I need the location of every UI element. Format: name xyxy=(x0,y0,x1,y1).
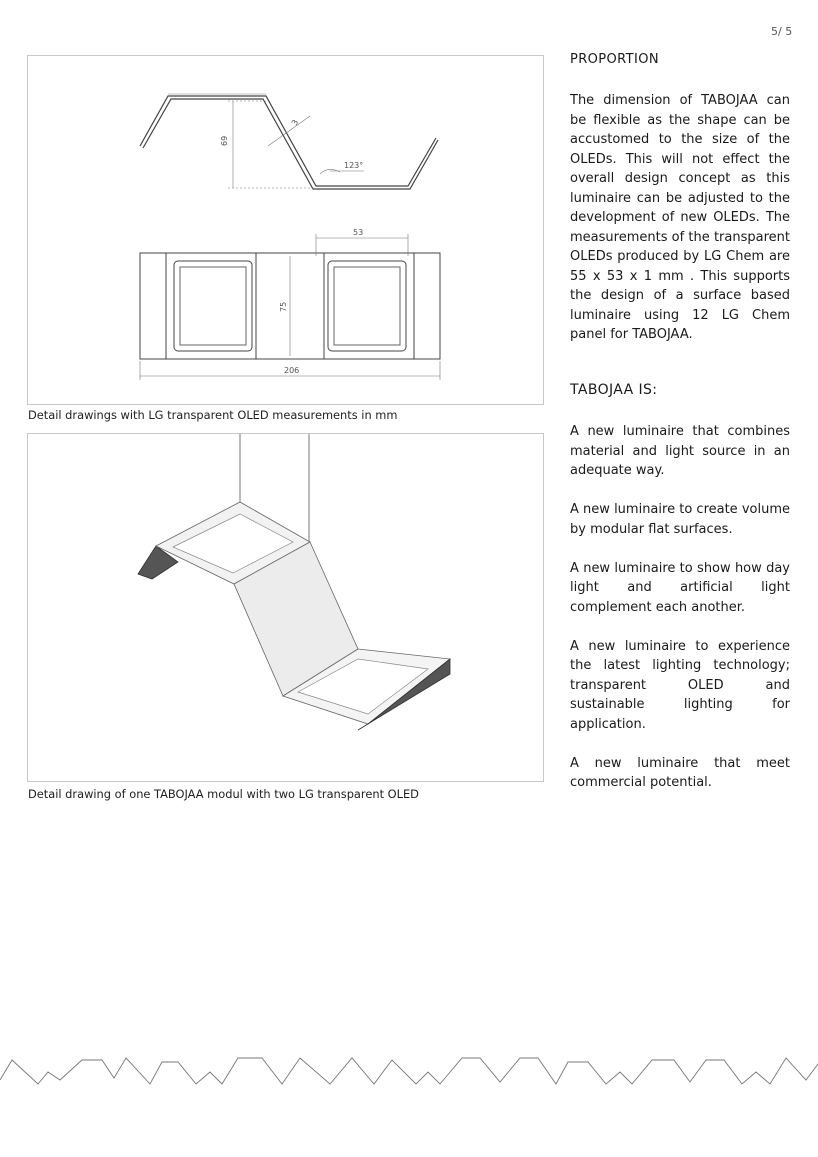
list-item: A new luminaire to experience the latest lighting technology; transparent OLED and sustainable lighting for application. xyxy=(570,638,790,732)
dim-oled-height: 75 xyxy=(279,301,288,312)
proportion-paragraph: The dimension of TABOJAA can be flexible as the shape can be accustomed to the size of the OLEDs. This will not effect the overall design concept as this luminaire can be adjusted to the development of new OLEDs. The measurements of the transparent OLEDs produced by LG Chem are 55 x 53 x 1 mm . This supports the design of a surface based luminaire using 12 LG Chem panel for TABOJAA. xyxy=(570,93,790,342)
plan-dimensions xyxy=(140,234,440,380)
side-dimensions xyxy=(228,101,364,188)
dim-thickness: 3 xyxy=(289,118,301,127)
proportion-body xyxy=(570,91,790,345)
list-item: A new luminaire that combines material and light source in an adequate way. xyxy=(570,424,790,478)
decorative-zigzag-footer xyxy=(0,1050,818,1100)
dim-oled-width: 53 xyxy=(353,228,364,237)
dim-angle: 123° xyxy=(344,161,364,170)
figure-caption: Detail drawing of one TABOJAA modul with two LG transparent OLED xyxy=(28,787,419,801)
side-profile xyxy=(140,94,438,189)
list-item: A new luminaire to create volume by modular flat surfaces. xyxy=(570,502,790,537)
dim-total-width: 206 xyxy=(284,366,300,375)
tabojaa-is-list xyxy=(570,422,790,812)
technical-drawing-figure xyxy=(27,55,544,405)
list-item: A new luminaire to show how day light and artificial light complement each another. xyxy=(570,560,790,615)
dim-height: 69 xyxy=(220,135,229,146)
page-number: 5/ 5 xyxy=(771,25,793,38)
list-item: A new luminaire that meet commercial potential. xyxy=(570,755,790,790)
luminaire-render xyxy=(28,434,543,781)
section-heading-tabojaa-is: TABOJAA IS: xyxy=(570,382,658,398)
figure-caption: Detail drawings with LG transparent OLED measurements in mm xyxy=(28,408,398,422)
luminaire-render-figure xyxy=(27,433,544,782)
technical-drawing xyxy=(28,56,543,404)
section-heading-proportion: PROPORTION xyxy=(570,52,659,67)
